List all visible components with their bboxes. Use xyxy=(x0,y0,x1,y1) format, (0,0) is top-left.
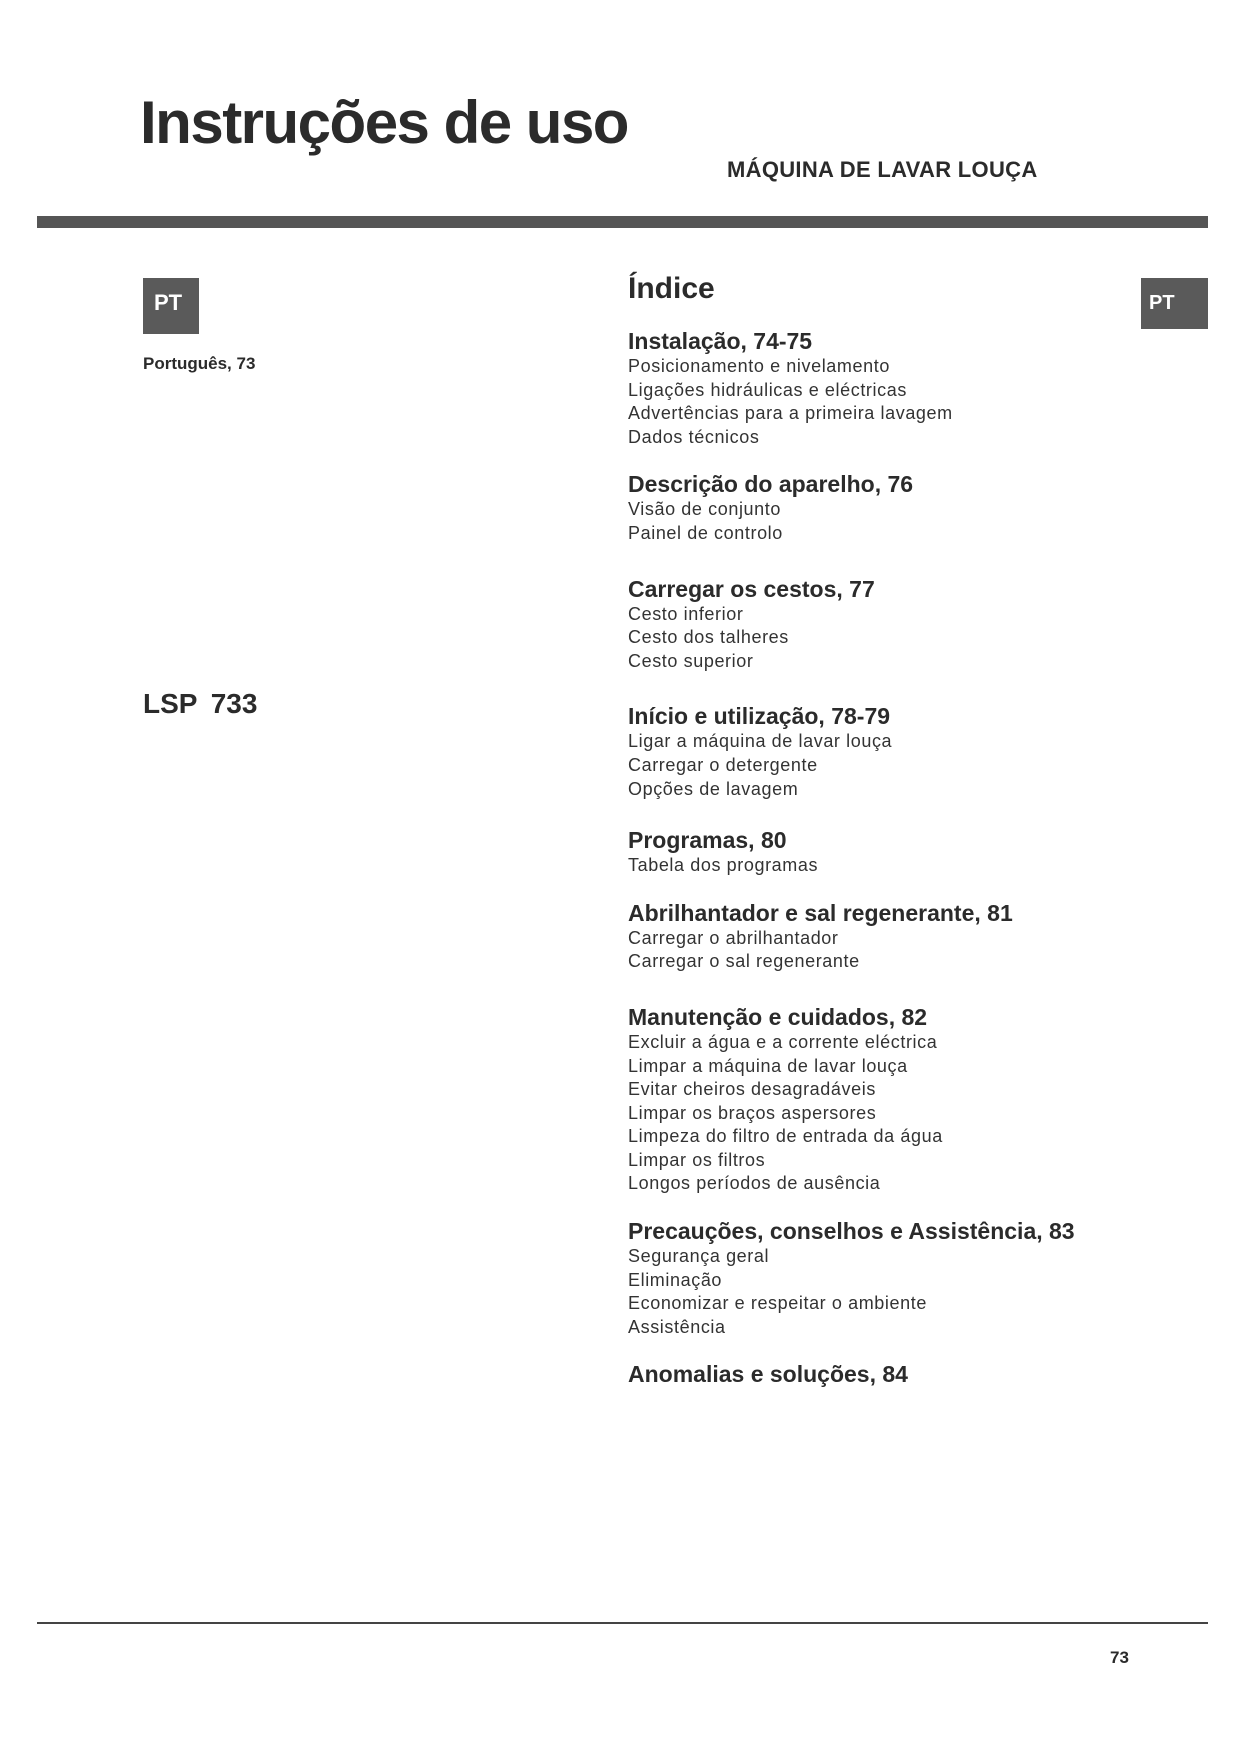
toc-item: Limpar os filtros xyxy=(628,1149,766,1170)
toc-section-manutencao xyxy=(628,1004,1188,1196)
page-number: 73 xyxy=(1110,1648,1129,1667)
toc-item: Limpar a máquina de lavar louça xyxy=(628,1055,908,1076)
header-divider xyxy=(37,216,1208,228)
toc-item: Carregar o detergente xyxy=(628,754,818,775)
toc-item: Ligar a máquina de lavar louça xyxy=(628,731,893,752)
toc-section-cestos xyxy=(628,576,1188,674)
toc-section-abrilhantador xyxy=(628,900,1188,974)
toc-item: Cesto dos talheres xyxy=(628,627,789,648)
language-badge: PT xyxy=(143,278,199,334)
toc-section-instalacao xyxy=(628,328,1188,449)
toc-item: Ligações hidráulicas e eléctricas xyxy=(628,379,907,400)
toc-heading: Precauções, conselhos e Assistência, 83 xyxy=(628,1218,1075,1245)
toc-heading: Início e utilização, 78-79 xyxy=(628,703,891,730)
toc-section-anomalias xyxy=(628,1361,1188,1388)
language-page-reference: Português, 73 xyxy=(143,354,256,373)
toc-item: Carregar o sal regenerante xyxy=(628,951,860,972)
toc-heading: Instalação, 74-75 xyxy=(628,328,813,354)
product-subtitle: MÁQUINA DE LAVAR LOUÇA xyxy=(727,157,1038,182)
toc-item: Assistência xyxy=(628,1316,726,1337)
toc-item: Limpar os braços aspersores xyxy=(628,1102,877,1123)
toc-heading: Manutenção e cuidados, 82 xyxy=(628,1003,928,1030)
toc-item: Visão de conjunto xyxy=(628,499,781,520)
footer-divider xyxy=(37,1622,1208,1624)
toc-item: Cesto superior xyxy=(628,650,754,671)
toc-heading: Abrilhantador e sal regenerante, 81 xyxy=(628,899,1013,926)
table-of-contents xyxy=(628,272,1188,1388)
toc-item: Segurança geral xyxy=(628,1246,770,1267)
toc-title: Índice xyxy=(628,272,715,305)
toc-item: Longos períodos de ausência xyxy=(628,1173,881,1194)
language-tab: PT xyxy=(1141,278,1208,329)
toc-item: Advertências para a primeira lavagem xyxy=(628,403,953,424)
page-title: Instruções de uso xyxy=(140,89,628,156)
toc-section-precaucoes xyxy=(628,1218,1188,1339)
toc-heading: Descrição do aparelho, 76 xyxy=(628,471,914,498)
toc-item: Eliminação xyxy=(628,1269,723,1290)
toc-item: Posicionamento e nivelamento xyxy=(628,356,890,376)
model-number: LSP 733 xyxy=(143,688,258,719)
toc-item: Dados técnicos xyxy=(628,426,760,447)
toc-section-programas xyxy=(628,827,1188,878)
toc-item: Excluir a água e a corrente eléctrica xyxy=(628,1031,938,1052)
toc-item: Opções de lavagem xyxy=(628,778,799,799)
toc-item: Limpeza do filtro de entrada da água xyxy=(628,1126,943,1147)
toc-item: Tabela dos programas xyxy=(628,855,819,876)
toc-heading: Carregar os cestos, 77 xyxy=(628,575,875,602)
toc-item: Carregar o abrilhantador xyxy=(628,927,839,948)
toc-heading: Anomalias e soluções, 84 xyxy=(628,1361,908,1388)
toc-section-descricao xyxy=(628,471,1188,545)
toc-heading: Programas, 80 xyxy=(628,827,787,854)
toc-item: Economizar e respeitar o ambiente xyxy=(628,1293,927,1314)
toc-item: Cesto inferior xyxy=(628,603,744,624)
toc-item: Evitar cheiros desagradáveis xyxy=(628,1079,876,1100)
toc-item: Painel de controlo xyxy=(628,522,783,543)
toc-section-inicio xyxy=(628,703,1188,801)
